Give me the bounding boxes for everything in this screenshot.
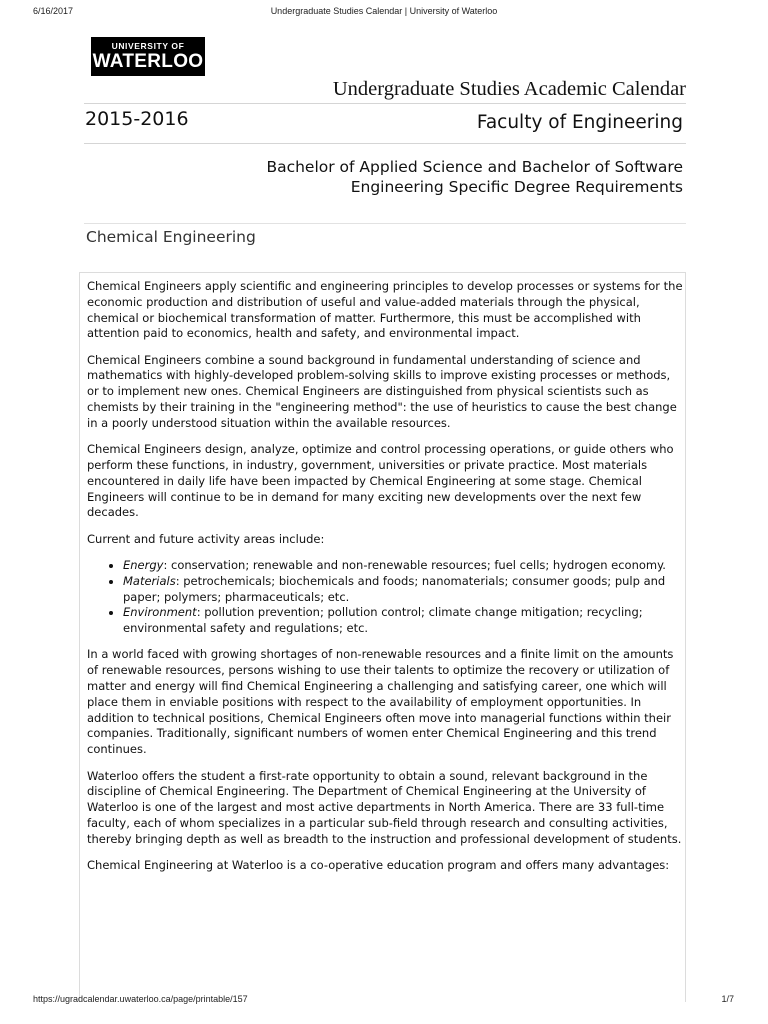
faculty-title: Faculty of Engineering — [476, 112, 683, 133]
activity-areas-list — [87, 558, 683, 637]
divider — [84, 143, 686, 144]
print-date: 6/16/2017 — [33, 6, 74, 16]
list-item-term: Environment — [123, 605, 197, 620]
list-item — [123, 558, 683, 574]
list-item-term: Materials — [123, 573, 176, 588]
paragraph: Current and future activity areas include: — [87, 531, 325, 546]
logo-line-1: UNIVERSITY OF — [111, 41, 185, 51]
print-url[interactable]: https://ugradcalendar.uwaterloo.ca/page/printable/157 — [33, 994, 248, 1004]
list-item — [123, 574, 683, 606]
list-item-term: Energy — [123, 557, 164, 572]
list-item — [123, 605, 683, 637]
list-item-text: : petrochemicals; biochemicals and foods; nanomaterials; consumer goods; pulp and paper; polymers; pharmaceuticals; etc. — [123, 573, 666, 604]
list-item-text: : conservation; renewable and non-renewable resources; fuel cells; hydrogen economy. — [163, 557, 666, 572]
paragraph: Chemical Engineers combine a sound background in fundamental understanding of science and mathematics with highly-developed problem-solving skills to improve existing processes or methods, or to implement new ones. Chemical Engineers are distinguished from physical scientists such as chemists by their training in the "engineering method": the use of heuristics to cause the best change in a poorly understood situation within the available resources. — [87, 352, 677, 430]
list-item-text: : pollution prevention; pollution control; climate change mitigation; recycling; environmental safety and regulations; etc. — [123, 605, 643, 636]
university-logo[interactable] — [91, 37, 205, 76]
content-body — [87, 279, 683, 884]
logo-line-2: WATERLOO — [92, 51, 204, 72]
paragraph: Chemical Engineers apply scientific and engineering principles to develop processes or systems for the economic production and distribution of useful and value-added materials through the physical, chemical or biochemical transformation of matter. Furthermore, this must be accomplished with attention paid to economics, health and safety, and environmental impact. — [87, 279, 683, 341]
divider — [84, 103, 686, 104]
calendar-year: 2015-2016 — [85, 108, 189, 130]
print-page-title: Undergraduate Studies Calendar | University of Waterloo — [270, 6, 498, 16]
calendar-title: Undergraduate Studies Academic Calendar — [332, 78, 686, 100]
section-title: Chemical Engineering — [86, 228, 256, 246]
paragraph: Chemical Engineers design, analyze, optimize and control processing operations, or guide others who perform these functions, in industry, government, universities or private practice. Most materials encountered in daily life have been impacted by Chemical Engineering at some stage. Chemical Engineers will continue to be in demand for many exciting new developments over the next few decades. — [87, 442, 674, 520]
page-number: 1/7 — [721, 994, 734, 1004]
paragraph: In a world faced with growing shortages of non-renewable resources and a finite limit on the amounts of renewable resources, persons wishing to use their talents to optimize the recovery or utilization of matter and energy will find Chemical Engineering a challenging and satisfying career, one which will place them in enviable positions with respect to the availability of employment opportunities. In addition to technical positions, Chemical Engineers often move into managerial functions within their companies. Traditionally, significant numbers of women enter Chemical Engineering and this trend continues. — [87, 647, 674, 757]
degree-heading: Bachelor of Applied Science and Bachelor of Software Engineering Specific Degree Requirements — [266, 158, 683, 196]
paragraph: Waterloo offers the student a first-rate opportunity to obtain a sound, relevant background in the discipline of Chemical Engineering. The Department of Chemical Engineering at the University of Waterloo is one of the largest and most active departments in North America. There are 33 full-time faculty, each of whom specializes in a particular sub-field through research and consulting activities, thereby bringing depth as well as breadth to the instruction and professional development of students. — [87, 768, 682, 846]
paragraph: Chemical Engineering at Waterloo is a co-operative education program and offers many advantages: — [87, 858, 670, 872]
print-footer — [0, 994, 768, 1008]
print-header — [0, 6, 768, 20]
divider — [84, 223, 686, 224]
